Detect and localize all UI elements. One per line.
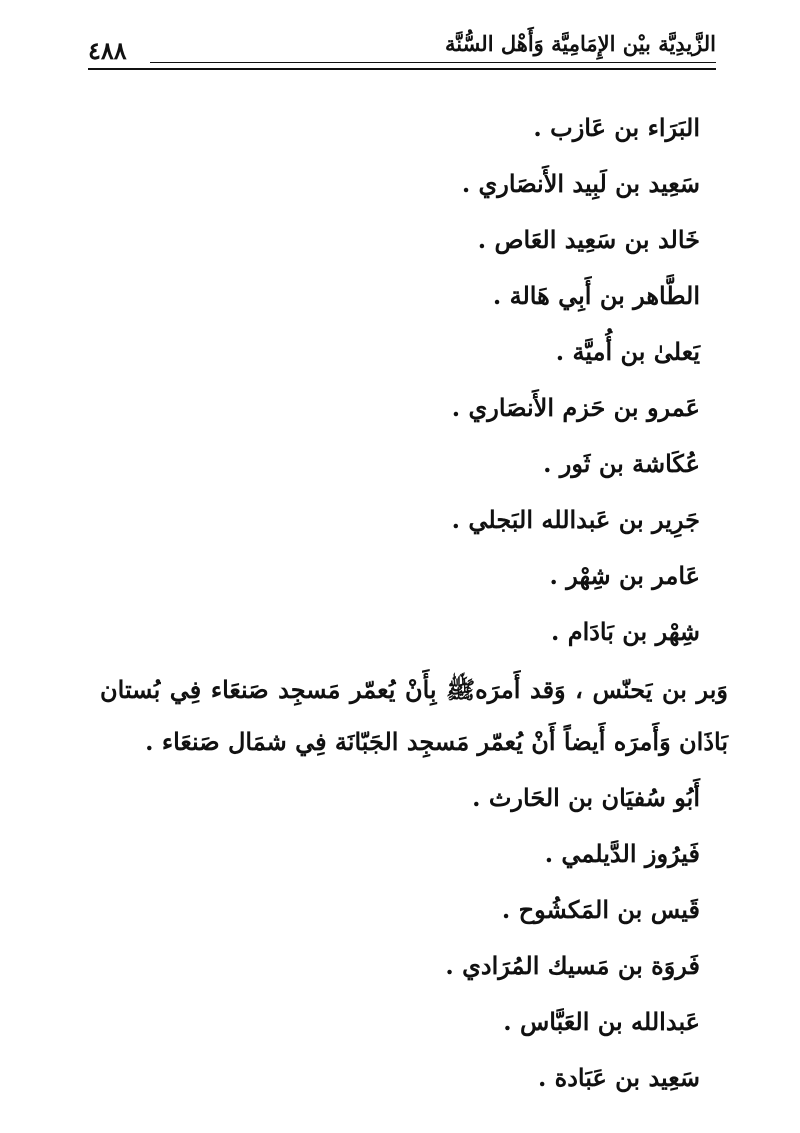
header-rule bbox=[88, 68, 716, 70]
list-item: خَالد بن سَعِيد العَاص . bbox=[477, 225, 700, 254]
list-item: سَعِيد بن عَبَادة . bbox=[537, 1063, 700, 1092]
list-item: الطَّاهر بن أَبِي هَالة . bbox=[492, 281, 700, 310]
list-item: يَعلىٰ بن أُميَّة . bbox=[555, 337, 700, 366]
list-item: البَرَاء بن عَازب . bbox=[533, 113, 700, 142]
running-title: الزَّيدِيَّة بيْن الإِمَامِيَّة وَأَهْل السُّنَّة bbox=[444, 31, 716, 56]
list-item: عُكَاشة بن ثَور . bbox=[543, 449, 700, 478]
list-item: أَبُو سُفيَان بن الحَارث . bbox=[472, 783, 700, 812]
list-item: عَبدالله بن العَبَّاس . bbox=[503, 1007, 700, 1036]
page-body bbox=[100, 100, 728, 1106]
list-item: فَيرُوز الدَّيلمي . bbox=[544, 839, 700, 868]
list-item: سَعِيد بن لَبِيد الأَنصَاري . bbox=[461, 169, 700, 198]
list-item: فَروَة بن مَسيك المُرَادي . bbox=[445, 951, 700, 980]
header-rule-thin bbox=[150, 62, 716, 63]
list-item: جَرِير بن عَبدالله البَجلي . bbox=[451, 505, 700, 534]
list-item: عَامر بن شِهْر . bbox=[549, 561, 700, 590]
page-number: ٤٨٨ bbox=[88, 36, 127, 65]
body-paragraph: وَبر بن يَحنّس ، وَقد أَمرَهﷺ بِأَنْ يُعمّر مَسجِد صَنعَاء فِي بُستان بَاذَان وَأَمرَه أَيضاً أَنْ يُعمّر مَسجِد الجَبّانَة فِي شمَال صَنعَاء . bbox=[100, 675, 728, 756]
list-item: شِهْر بن بَادَام . bbox=[551, 617, 700, 646]
list-item: عَمرو بن حَزم الأَنصَاري . bbox=[451, 393, 700, 422]
list-item: قَيس بن المَكشُوح . bbox=[501, 895, 700, 924]
page-header bbox=[88, 28, 716, 72]
